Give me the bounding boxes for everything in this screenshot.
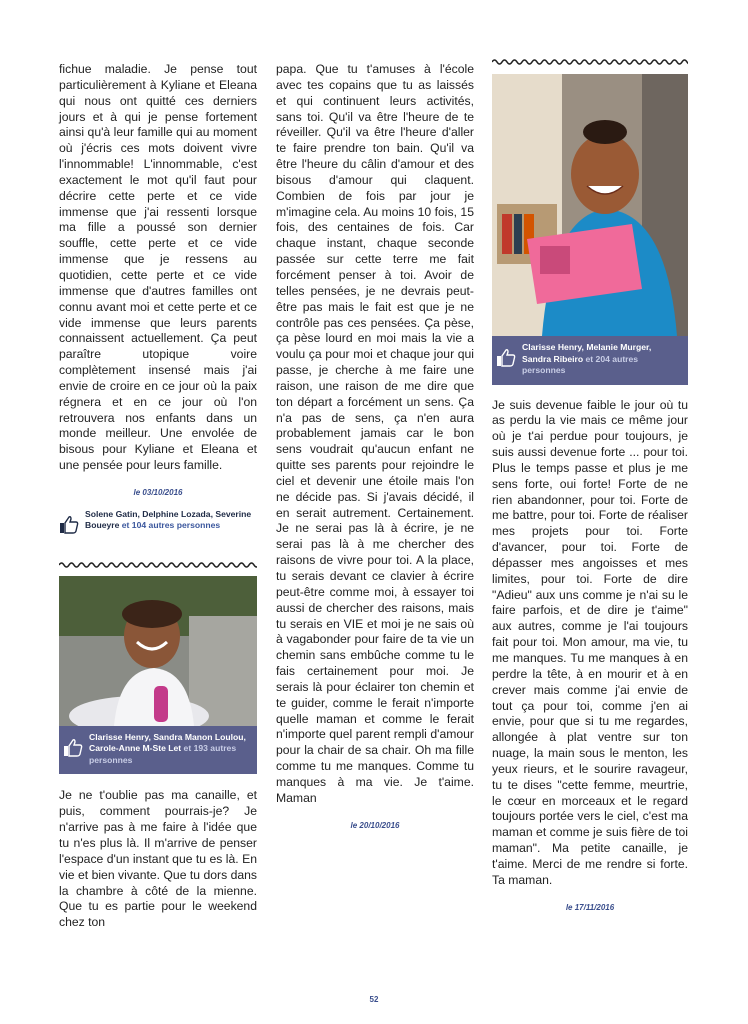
post-date: le 17/11/2016 [565,902,615,912]
post-date: le 20/10/2016 [350,820,400,830]
post-date: le 03/10/2016 [133,487,183,497]
likes-row [59,509,257,535]
likes-names[interactable]: Solene Gatin, Delphine Lozada, Severine Boueyre [85,508,252,531]
photo-girl-garden[interactable] [59,576,257,726]
column-1 [59,62,257,931]
post-text-3: papa. Que tu t'amuses à l'école avec tes copains que tu as laissés et qui continuent leurs activités, sans toi. Qu'il va être l'heure de te réveiller. Qu'il va être l'heure d'aller te faire prendre ton bain. Qu'il va être l'heure du câlin d'amour et des bisous d'amour qui claquent. Combien de fois par jour je m'imagine cela. Au moins 10 fois, 15 fois, des centaines de fois. Car chaque instant, chaque seconde passée sur cette terre me fait forcément penser à toi. Avoir de telles pensées, je ne devrais peut-être pas mais le fait est que je ne contrôle pas ces pensées. Ça pèse, ça pèse lourd en moi mais la vie a voulu ça pour moi et chaque jour qui passe, je cherche à me faire une raison, une raison de me dire que ton départ a forcément un sens. Ça n'a pas de sens, ça n'en aura probablement jamais car le bon sens voudrait qu'aucun enfant ne quitte ses parents pour rejoindre le ciel et devenir une étoile mais l'on ne décide pas. Si j'avais décidé, il en serait autrement. Certainement. Je ne serai pas là à écrire, je ne serai pas là à me chercher des raisons de vivre pour toi. A la place, tu serais devant ce clavier à écrire peut-être comme moi, à essayer toi aussi de chercher des raisons, mais tu serais en VIE et moi je ne sais où à vagabonder pour faire de ta vie un chemin sans embûche comme tu le fais certainement pour moi. Je serais là pour éclairer ton chemin et te guider, comme le ferait n'importe quelle maman et comme le ferait n'importe quel parent rempli d'amour pour la chair de sa chair. Oh ma fille comme tu me manques. Comme tu manques à ma vie. Je t'aime. Maman [276,62,474,805]
wavy-divider [492,58,688,66]
thumbs-up-icon[interactable] [59,515,79,535]
photo-girl-with-card[interactable] [492,74,688,336]
likes-count[interactable]: et 104 autres personnes [121,520,221,531]
caption-names[interactable]: Clarisse Henry, Sandra Manon Loulou, Carole-Anne M-Ste Let [89,731,246,754]
page-number: 52 [369,995,379,1004]
column-2 [276,62,474,830]
thumbs-up-icon[interactable] [63,738,83,758]
wavy-divider [59,561,257,569]
post-text-2: Je ne t'oublie pas ma canaille, et puis, comment pourrais-je? Je n'arrive pas à me faire à l'idée que tu n'es plus là. Il m'arrive de penser l'espace d'un instant que tu es là. En vie et bien vivante. Que tu dors dans la chambre à côté de la mienne. Que tu es partie pour le weekend chez ton [59,788,257,930]
caption-text [522,342,682,377]
photo-caption [492,336,688,385]
likes-text [85,509,257,532]
caption-names[interactable]: Clarisse Henry, Melanie Murger, Sandra Ribeiro [522,342,652,364]
post-text-1: fichue maladie. Je pense tout particulièrement à Kyliane et Eleana qui nous ont quitté ces derniers jours et à qui je pense fortement ainsi qu'à leur famille qui au moment où j'écris ces mots doivent vivre l'innommable! L'innommable, c'est exactement le mot qu'il faut pour décrire cette perte et ce vide immense que j'ai ressenti lorsque ma fille a poussé son dernier souffle, cette perte et ce vide immense que je ressens au quotidien, cette perte et ce vide immense que d'autres familles ont connu avant moi et cette perte et ce vide immense que leurs parents connaissent actuellement. Ça peut paraître utopique voire complètement insensé mais j'ai envie de croire en ce jour où la paix régnera et en ce jour où l'on retrouvera nos enfants dans un monde meilleur. Une envolée de bisous pour Kyliane et Eleana et une pensée pour leurs famille. [59,62,257,473]
column-3 [492,58,688,912]
photo-caption [59,726,257,775]
post-text-4: Je suis devenue faible le jour où tu as perdu la vie mais ce même jour où je t'ai perdue pour toujours, je suis aussi devenue forte ... pour toi. Plus le temps passe et plus je me sens forte, oui forte! Forte de ne rien abandonner, pour toi. Forte de me battre, pour toi. Forte de réaliser mes projets pour toi. Forte d'avancer, pour toi. Forte de dépasser mes angoisses et mes limites, pour toi. Forte de dire "Adieu" aux uns comme je n'ai su le faire parfois, et de dire je t'aime" aux autres, comme je l'ai toujours fait pour toi. Mon amour, ma vie, tu me manques. Tu me manques à en perdre la tête, à en mourir et à en crever mais comme j'ai envie de tout ça pour toi, comme j'en ai envie, pour que si tu me regardes, allongée à plat ventre sur ton nuage, la main sous le menton, les yeux rieurs, et le sourire ravageur, tu te dises "cette femme, meurtrie, le cœur en morceaux et le regard toujours portée vers le ciel, c'est ma maman et comme je suis fière de toi maman". Ma petite canaille, je t'aime. Merci de me rendre si forte. Ta maman. [492,397,688,887]
caption-text [89,732,251,767]
caption-count[interactable]: et 193 autres personnes [89,743,237,765]
thumbs-up-icon[interactable] [496,348,516,368]
caption-count[interactable]: et 204 autres personnes [522,353,639,375]
